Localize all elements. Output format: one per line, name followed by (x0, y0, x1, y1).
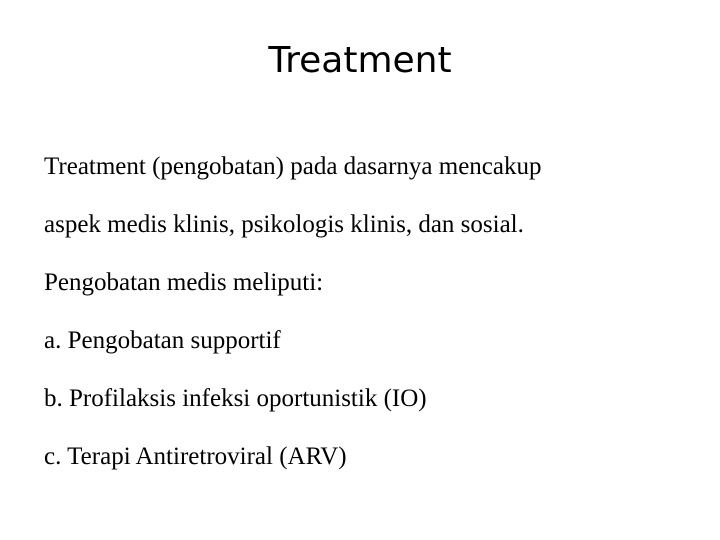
list-item-a: a. Pengobatan supportif (44, 327, 281, 354)
body-line-intro-2: aspek medis klinis, psikologis klinis, dan sosial. (44, 211, 524, 238)
slide-title: Treatment (268, 40, 452, 81)
body-line-heading: Pengobatan medis meliputi: (44, 269, 324, 296)
list-item-b: b. Profilaksis infeksi oportunistik (IO) (44, 385, 427, 412)
slide-body (44, 138, 704, 486)
list-item-c: c. Terapi Antiretroviral (ARV) (44, 443, 347, 470)
body-line-intro-1: Treatment (pengobatan) pada dasarnya mencakup (44, 153, 542, 180)
